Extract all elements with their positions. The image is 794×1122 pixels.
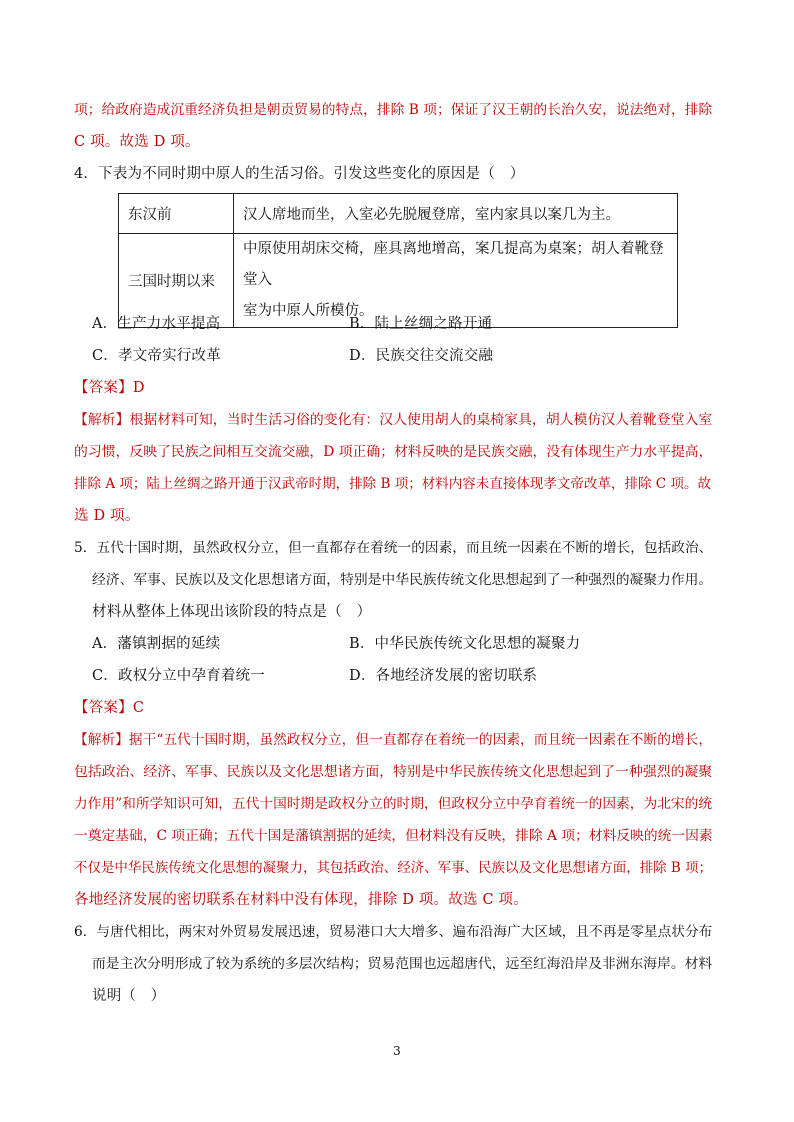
answer-value: C	[132, 700, 145, 716]
q4-answer	[74, 378, 145, 398]
q5-stem-line-1: 5．五代十国时期，虽然政权分立，但一直都存在着统一的因素，而且统一因素在不断的增长，包括政治、	[74, 540, 713, 556]
q4-option-c: C．孝文帝实行改革	[92, 348, 221, 364]
prev-analysis-line-2: C 项。故选 D 项。	[74, 134, 200, 150]
q5-option-d: D．各地经济发展的密切联系	[349, 668, 538, 684]
q5-analysis-line-2: 包括政治、经济、军事、民族以及文化思想诸方面，特别是中华民族传统文化思想起到了一种强烈的凝聚	[74, 764, 713, 780]
analysis-text: 根据材料可知，当时生活习俗的变化有：汉人使用胡人的桌椅家具，胡人模仿汉人着靴登堂入室	[129, 412, 713, 428]
q4-option-d: D．民族交往交流交融	[349, 348, 494, 364]
table-cell-description	[234, 194, 678, 234]
q4-stem: 4．下表为不同时期中原人的生活习俗。引发这些变化的原因是（ ）	[74, 166, 525, 182]
q5-analysis-line-5: 不仅是中华民族传统文化思想的凝聚力，其包括政治、经济、军事、民族以及文化思想诸方面，排除 B 项；	[74, 860, 713, 876]
q5-analysis-line-3: 力作用”和所学知识可知，五代十国时期是政权分立的时期，但政权分立中孕育着统一的因素，为北宋的统	[74, 796, 713, 812]
q5-analysis-line-1	[74, 730, 712, 750]
table-cell-period: 三国时期以来	[119, 234, 234, 328]
q5-option-b: B．中华民族传统文化思想的凝聚力	[349, 636, 581, 652]
table-row	[119, 194, 678, 234]
analysis-label: 【解析】	[74, 732, 129, 748]
q4-option-a: A．生产力水平提高	[92, 316, 221, 332]
q6-stem-line-3: 说明（ ）	[92, 988, 166, 1004]
q4-table	[118, 193, 678, 328]
q5-answer	[74, 698, 144, 718]
q6-stem-line-2: 而是主次分明形成了较为系统的多层次结构；贸易范围也远超唐代，远至红海沿岸及非洲东海岸。材料	[92, 956, 713, 972]
q4-analysis-line-1	[74, 410, 712, 430]
table-cell-line: 室为中原人所模仿。	[243, 303, 374, 319]
q5-stem-line-2: 经济、军事、民族以及文化思想诸方面，特别是中华民族传统文化思想起到了一种强烈的凝聚力作用。	[92, 572, 713, 588]
q5-analysis-line-4: 一奠定基础，C 项正确；五代十国是藩镇割据的延续，但材料没有反映，排除 A 项；材料反映的统一因素	[74, 828, 713, 844]
q5-option-c: C．政权分立中孕育着统一	[92, 668, 265, 684]
q4-analysis-line-4: 选 D 项。	[74, 508, 140, 524]
answer-label: 【答案】	[74, 380, 133, 396]
table-cell-line: 汉人席地而坐，入室必先脱履登席，室内家具以案几为主。	[243, 207, 620, 223]
table-cell-period: 东汉前	[119, 194, 234, 234]
q4-analysis-line-2: 的习惯，反映了民族之间相互交流交融，D 项正确；材料反映的是民族交融，没有体现生产力水平提高，	[74, 444, 713, 460]
analysis-label: 【解析】	[74, 412, 130, 428]
page-number: 3	[393, 1044, 401, 1058]
prev-analysis-line-1: 项；给政府造成沉重经济负担是朝贡贸易的特点，排除 B 项；保证了汉王朝的长治久安，说法绝对，排除	[74, 102, 713, 118]
analysis-text: 据干“五代十国时期，虽然政权分立，但一直都存在着统一的因素，而且统一因素在不断的增长，	[128, 732, 713, 748]
q6-stem-line-1: 6．与唐代相比，两宋对外贸易发展迅速，贸易港口大大增多、遍布沿海广大区域，且不再是零星点状分布	[74, 924, 713, 940]
answer-value: D	[132, 380, 145, 396]
table-cell-line: 中原使用胡床交椅，座具离地增高，案几提高为桌案；胡人着靴登堂入	[243, 241, 664, 288]
q4-analysis-line-3: 排除 A 项；陆上丝绸之路开通于汉武帝时期，排除 B 项；材料内容未直接体现孝文帝改革，排除 C 项。故	[74, 476, 711, 492]
q5-option-a: A．藩镇割据的延续	[92, 636, 221, 652]
answer-label: 【答案】	[74, 700, 133, 716]
q5-analysis-line-6: 各地经济发展的密切联系在材料中没有体现，排除 D 项。故选 C 项。	[74, 892, 528, 908]
q5-stem-line-3: 材料从整体上体现出该阶段的特点是（ ）	[92, 604, 372, 620]
q4-option-b: B．陆上丝绸之路开通	[349, 316, 493, 332]
